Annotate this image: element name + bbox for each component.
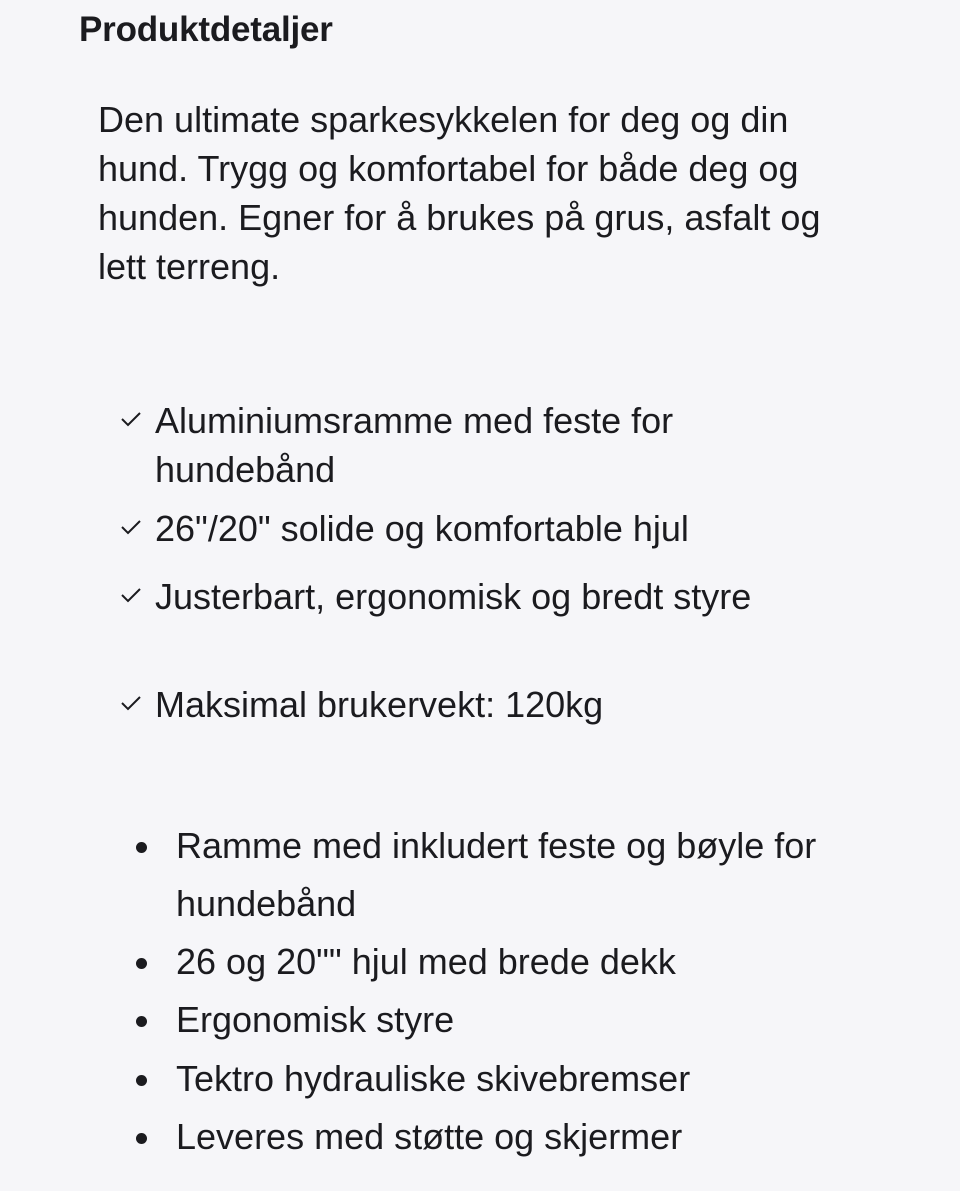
spec-item-text: Leveres med støtte og skjermer bbox=[176, 1116, 683, 1157]
checkmark-icon bbox=[120, 586, 142, 604]
spec-item-text: Tektro hydrauliske skivebremser bbox=[176, 1058, 691, 1099]
spec-item-text: 26 og 20"" hjul med brede dekk bbox=[176, 941, 676, 982]
feature-item-text: Justerbart, ergonomisk og bredt styre bbox=[155, 576, 752, 617]
checkmark-icon bbox=[120, 694, 142, 712]
bullet-icon bbox=[136, 842, 147, 853]
spec-item bbox=[130, 1108, 870, 1166]
spec-item-text: Ergonomisk styre bbox=[176, 999, 455, 1040]
spec-item bbox=[130, 1050, 870, 1108]
bullet-icon bbox=[136, 1075, 147, 1086]
feature-item-text: Aluminiumsramme med feste for hundebånd bbox=[155, 400, 674, 490]
feature-item-text: 26"/20" solide og komfortable hjul bbox=[155, 508, 689, 549]
feature-item bbox=[118, 504, 818, 553]
spec-item-text: Ramme med inkludert feste og bøyle for hundebånd bbox=[176, 825, 817, 924]
product-details-heading: Produktdetaljer bbox=[79, 10, 333, 49]
bullet-icon bbox=[136, 1133, 147, 1144]
spec-item bbox=[130, 933, 870, 991]
feature-item-text: Maksimal brukervekt: 120kg bbox=[155, 684, 604, 725]
spec-item bbox=[130, 817, 870, 933]
feature-item bbox=[118, 680, 818, 729]
checkmark-icon bbox=[120, 410, 142, 428]
checkmark-icon bbox=[120, 518, 142, 536]
bullet-icon bbox=[136, 958, 147, 969]
product-description: Den ultimate sparkesykkelen for deg og din hund. Trygg og komfortabel for både deg og hunden. Egner for å brukes på grus, asfalt og lett terreng. bbox=[98, 99, 821, 287]
feature-item bbox=[118, 396, 818, 494]
spec-item bbox=[130, 991, 870, 1049]
bullet-icon bbox=[136, 1016, 147, 1027]
feature-item bbox=[118, 572, 818, 621]
